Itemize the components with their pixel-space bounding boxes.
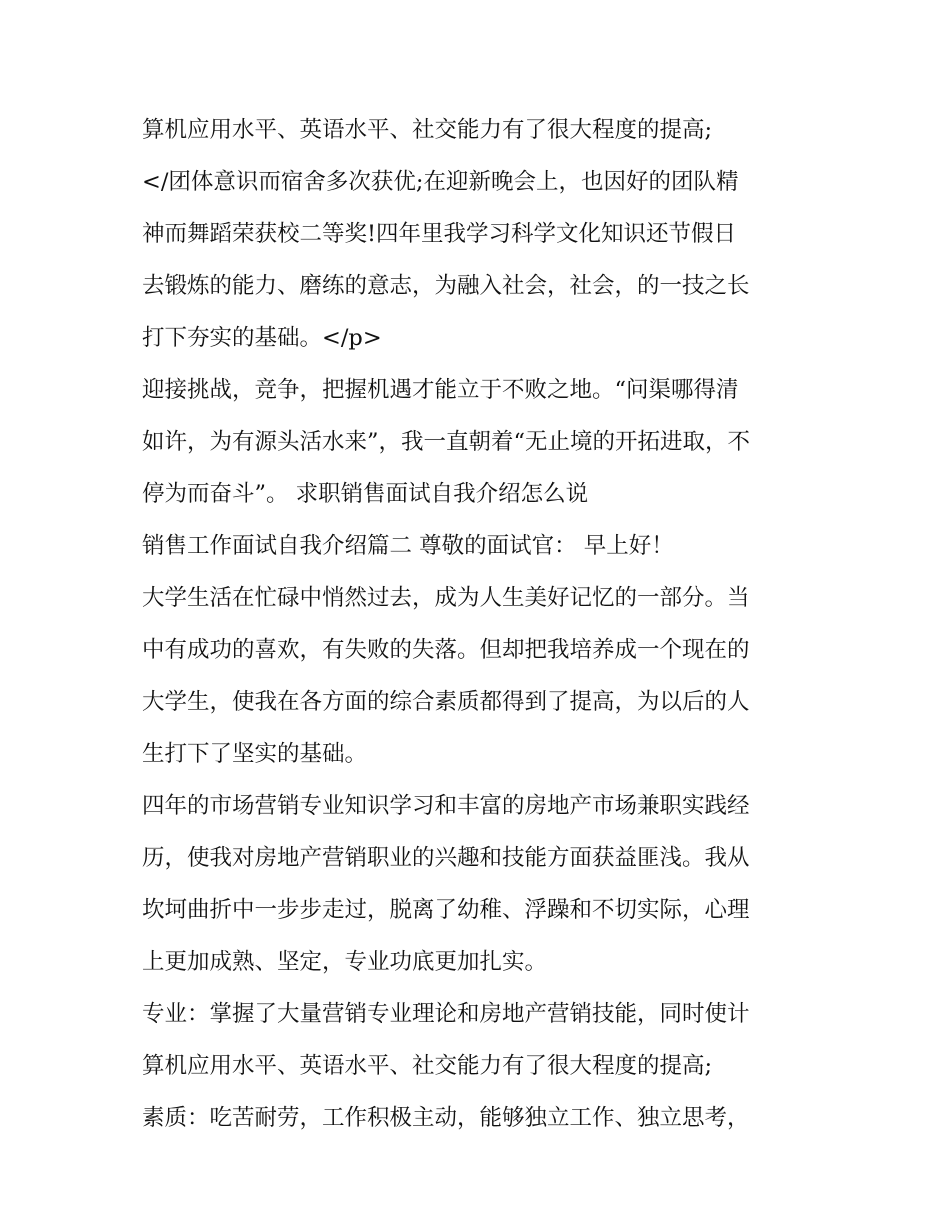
text-line: 大学生，使我在各方面的综合素质都得到了提高，为以后的人 [142,689,750,715]
text-line: 四年的市场营销专业知识学习和丰富的房地产市场兼职实践经 [142,793,750,819]
document-body [142,104,822,1144]
text-line: 打下夯实的基础。</p> [142,325,382,351]
text-line: 停为而奋斗”。 求职销售面试自我介绍怎么说 [142,481,589,507]
text-line: 如许，为有源头活水来”，我一直朝着“无止境的开拓进取，不 [142,429,751,455]
text-line: 销售工作面试自我介绍篇二 尊敬的面试官： 早上好！ [142,533,674,559]
text-line: 神而舞蹈荣获校二等奖!四年里我学习科学文化知识还节假日 [142,221,737,247]
text-line: 大学生活在忙碌中悄然过去，成为人生美好记忆的一部分。当 [142,585,750,611]
text-line: 历，使我对房地产营销职业的兴趣和技能方面获益匪浅。我从 [142,845,750,871]
text-line: 生打下了坚实的基础。 [142,741,368,767]
text-line: 素质：吃苦耐劳，工作积极主动，能够独立工作、独立思考， [142,1105,750,1131]
text-line: 去锻炼的能力、磨练的意志，为融入社会，社会，的一技之长 [142,273,750,299]
text-line: 上更加成熟、坚定，专业功底更加扎实。 [142,949,548,975]
text-line: 算机应用水平、英语水平、社交能力有了很大程度的提高; [142,1053,713,1079]
text-line: 坎坷曲折中一步步走过，脱离了幼稚、浮躁和不切实际，心理 [142,897,750,923]
text-line: 中有成功的喜欢，有失败的失落。但却把我培养成一个现在的 [142,637,750,663]
text-line: 迎接挑战，竞争，把握机遇才能立于不败之地。“问渠哪得清 [142,377,739,403]
text-line: 专业：掌握了大量营销专业理论和房地产营销技能，同时使计 [142,1001,750,1027]
text-line: </团体意识而宿舍多次获优;在迎新晚会上，也因好的团队精 [142,169,739,195]
text-line: 算机应用水平、英语水平、社交能力有了很大程度的提高; [142,117,713,143]
